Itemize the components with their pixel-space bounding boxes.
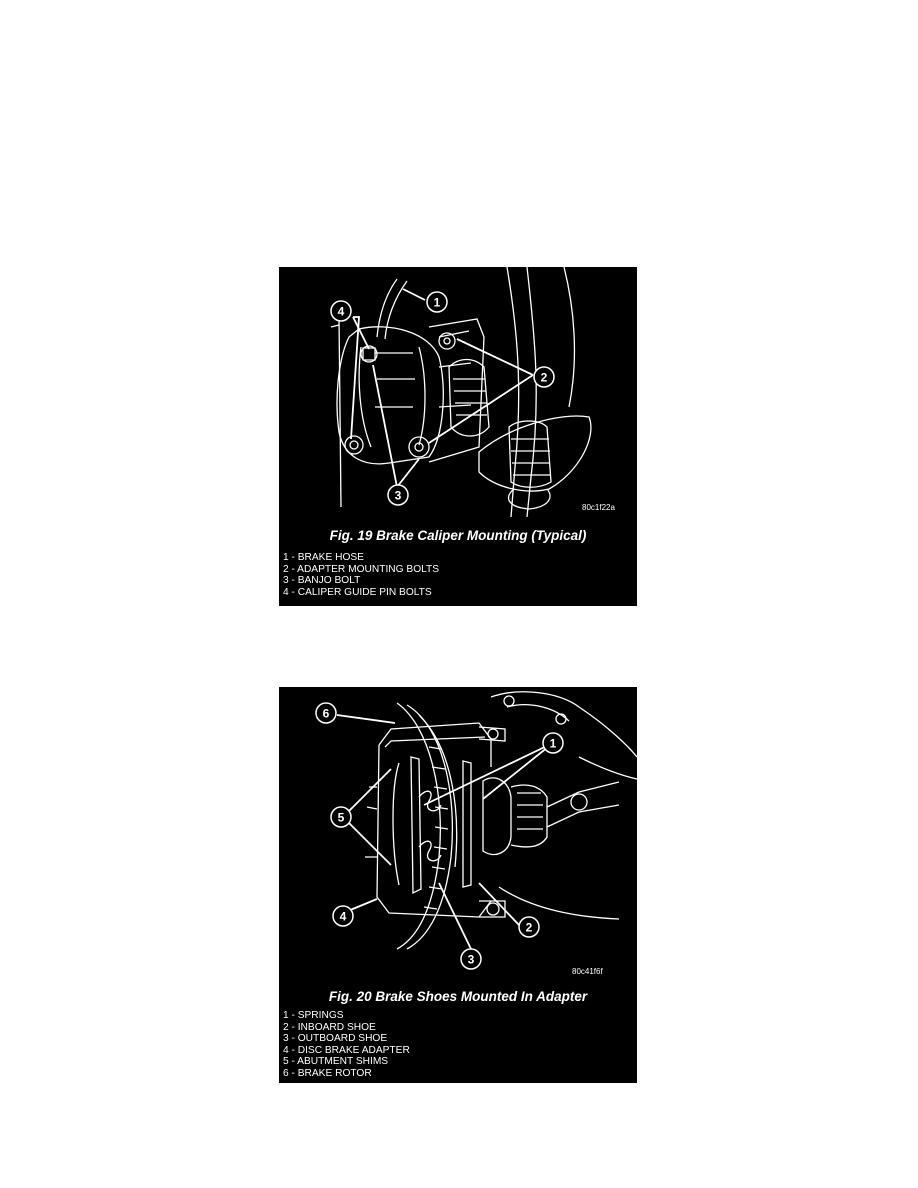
callout-label: 1 <box>549 736 557 751</box>
brake-shoes-illustration <box>279 687 637 977</box>
figure-20 <box>279 687 637 1083</box>
figure-legend <box>283 1010 410 1080</box>
callout-label: 3 <box>467 952 475 967</box>
legend-item: 4 - CALIPER GUIDE PIN BOLTS <box>283 586 432 598</box>
legend-item: 1 - SPRINGS <box>283 1010 344 1021</box>
legend-item: 2 - INBOARD SHOE <box>283 1021 376 1033</box>
callout-label: 6 <box>322 706 330 721</box>
callout-label: 5 <box>337 810 345 825</box>
callout-label: 3 <box>394 488 402 503</box>
figure-19 <box>279 267 637 606</box>
callout-label: 4 <box>339 909 347 924</box>
legend-item: 4 - DISC BRAKE ADAPTER <box>283 1044 410 1056</box>
legend-item: 6 - BRAKE ROTOR <box>283 1067 372 1079</box>
brake-caliper-illustration <box>279 267 637 517</box>
legend-item: 1 - BRAKE HOSE <box>283 552 364 563</box>
image-code: 80c1f22a <box>582 503 615 512</box>
legend-item: 3 - BANJO BOLT <box>283 575 361 587</box>
legend-item: 5 - ABUTMENT SHIMS <box>283 1056 389 1068</box>
legend-item: 2 - ADAPTER MOUNTING BOLTS <box>283 563 440 575</box>
figure-legend <box>283 552 439 598</box>
callout-label: 2 <box>540 370 548 385</box>
callout-label: 4 <box>337 304 345 319</box>
legend-item: 3 - OUTBOARD SHOE <box>283 1033 388 1045</box>
figure-title: Fig. 19 Brake Caliper Mounting (Typical) <box>329 528 587 543</box>
callout-label: 2 <box>525 920 533 935</box>
image-code: 80c41f6f <box>572 967 603 976</box>
figure-title: Fig. 20 Brake Shoes Mounted In Adapter <box>328 989 588 1004</box>
callout-label: 1 <box>433 295 441 310</box>
